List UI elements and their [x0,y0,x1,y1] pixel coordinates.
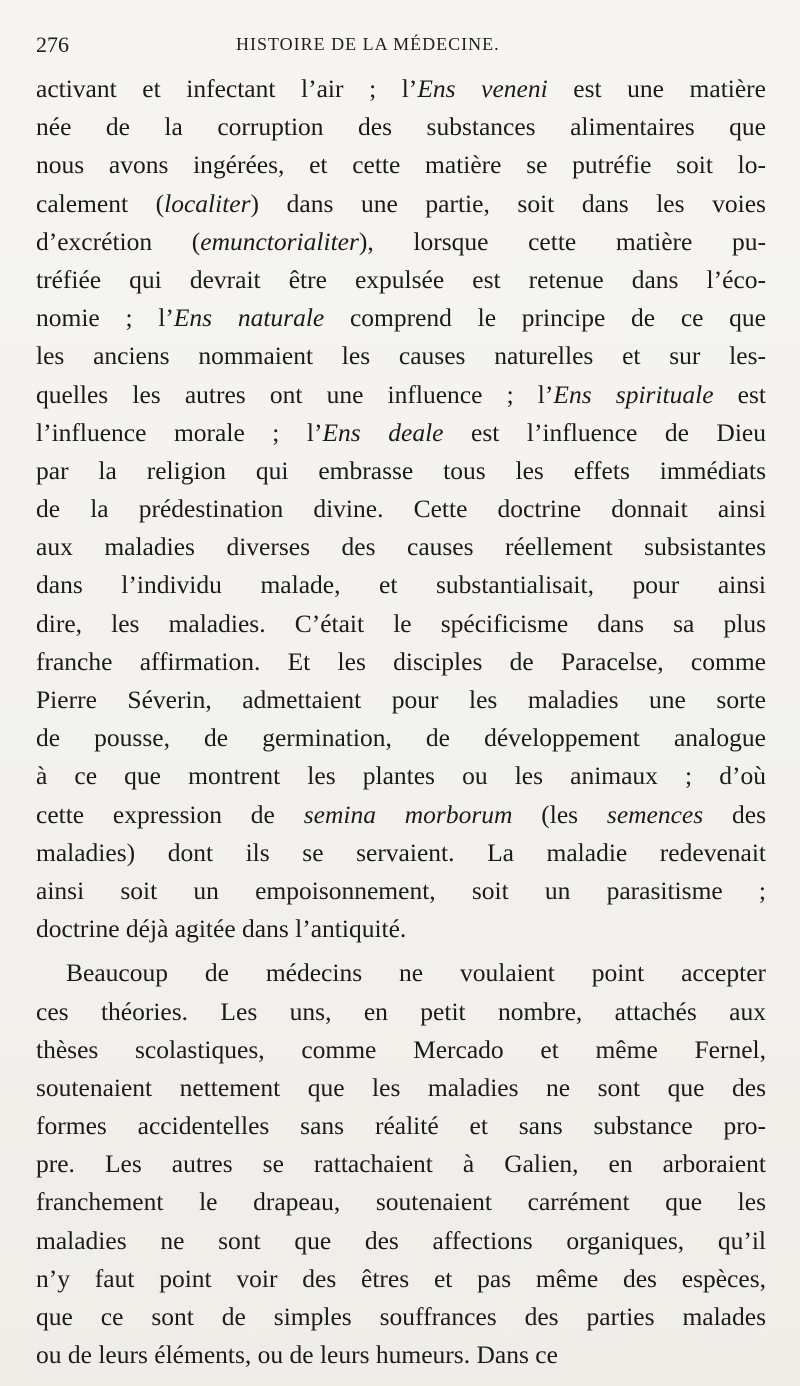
text-line [36,1222,766,1260]
text-run: comprend le principe de ce que [324,303,766,333]
text-line [36,1107,766,1145]
text-line [36,1260,766,1298]
text-run: cette expression de [36,799,304,829]
text-line [36,566,766,604]
page-number: 276 [36,32,69,57]
text-run: ), lorsque cette matière pu- [358,226,766,256]
text-run: des [703,799,766,829]
text-run: activant et infectant l’air ; l’ [36,74,418,103]
text-run: Pierre Séverin, admettaient pour les maladies une sorte [36,685,766,714]
italic-term: Ens spirituale [553,379,714,409]
text-run: est une matière [547,74,766,103]
text-line [36,1145,766,1183]
page-header [36,30,766,60]
text-run: l’influence morale ; l’ [36,417,323,447]
text-line [36,70,766,108]
text-run: (les [512,799,607,829]
text-line [36,261,766,299]
text-run: quelles les autres ont une influence ; l’ [36,379,554,409]
text-run: par la religion qui embrasse tous les effets immédiats [36,455,766,485]
text-line [36,872,766,910]
text-run: de pousse, de germination, de développement analogue [36,723,766,753]
text-body [36,70,766,1374]
text-line [36,376,766,414]
italic-term: localiter [164,188,251,218]
italic-term: emunctorialiter [200,226,359,256]
text-run: ) dans une partie, soit dans les voies [250,188,766,218]
italic-term: semina morborum [303,799,513,829]
text-line [36,1183,766,1221]
text-line [36,910,766,948]
text-run: née de la corruption des substances alimentaires que [36,112,766,142]
text-line [36,414,766,452]
text-run: nous avons ingérées, et cette matière se putréfie soit lo- [36,150,766,180]
text-run: aux maladies diverses des causes réellement subsistantes [36,532,766,562]
text-line [36,796,766,834]
text-run: n’y faut point voir des êtres et pas même des espèces, [36,1263,766,1293]
text-run: calement ( [36,188,165,218]
text-line [36,719,766,757]
text-line [36,299,766,337]
text-run: est l’influence de Dieu [443,417,766,447]
text-run: dans l’individu malade, et substantialisait, pour ainsi [36,570,766,600]
text-run: thèses scolastiques, comme Mercado et même Fernel, [36,1034,766,1064]
text-line [36,757,766,795]
text-run: franchement le drapeau, soutenaient carrément que les [36,1187,766,1217]
text-run: ou de leurs éléments, ou de leurs humeurs. Dans ce [36,1340,558,1370]
text-line [36,223,766,261]
text-run: que ce sont de simples souffrances des parties malades [36,1302,766,1331]
running-title: HISTOIRE DE LA MÉDECINE. [236,34,500,54]
text-run: dire, les maladies. C’était le spécificisme dans sa plus [36,608,766,638]
text-line [36,681,766,719]
italic-term: Ens veneni [417,74,548,103]
text-run: Beaucoup de médecins ne voulaient point accepter [66,958,766,988]
text-run: pre. Les autres se rattachaient à Galien, en arboraient [36,1149,766,1179]
text-line [36,993,766,1031]
text-line [36,1336,766,1374]
text-line [36,834,766,872]
text-line [36,452,766,490]
paragraph-1 [36,70,766,948]
text-line [36,643,766,681]
text-run: d’excrétion ( [36,226,201,256]
text-line [36,1031,766,1069]
text-run: doctrine déjà agitée dans l’antiquité. [36,914,407,944]
text-line [36,1069,766,1107]
text-run: franche affirmation. Et les disciples de Paracelse, comme [36,646,766,676]
text-line [36,337,766,375]
text-run: nomie ; l’ [36,303,174,333]
text-line [36,108,766,146]
text-run: formes accidentelles sans réalité et sans substance pro- [36,1111,766,1141]
text-run: ainsi soit un empoisonnement, soit un parasitisme ; [36,875,766,905]
text-run: ces théories. Les uns, en petit nombre, attachés aux [36,996,766,1026]
text-line [36,185,766,223]
text-run: est [713,379,767,409]
paragraph-2 [36,954,766,1374]
text-line [36,1298,766,1336]
italic-term: Ens deale [322,417,444,447]
text-line [36,528,766,566]
text-run: de la prédestination divine. Cette doctrine donnait ainsi [36,494,766,524]
text-run: à ce que montrent les plantes ou les animaux ; d’où [36,761,766,791]
text-line [36,605,766,643]
text-run: les anciens nommaient les causes naturelles et sur les- [36,341,766,371]
italic-term: Ens naturale [173,303,325,333]
text-line [36,146,766,184]
text-run: maladies) dont ils se servaient. La maladie redevenait [36,837,766,867]
italic-term: semences [606,799,704,829]
text-run: soutenaient nettement que les maladies ne sont que des [36,1072,766,1102]
text-run: tréfiée qui devrait être expulsée est retenue dans l’éco- [36,264,766,294]
text-line [36,490,766,528]
text-line [36,954,766,992]
text-run: maladies ne sont que des affections organiques, qu’il [36,1225,766,1255]
